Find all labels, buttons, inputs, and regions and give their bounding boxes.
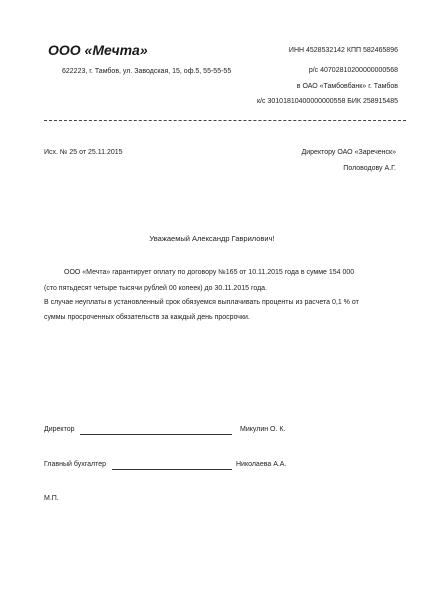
paragraph-1-line-2: (сто пятьдесят четыре тысячи рублей 00 копеек) до 30.11.2015 года.: [44, 285, 267, 292]
salutation: Уважаемый Александр Гаврилович!: [149, 234, 275, 243]
accountant-name: Николаева А.А.: [236, 461, 287, 468]
inn-kpp: ИНН 4528532142 КПП 582465896: [288, 47, 398, 54]
bank-account: р/с 40702810200000000568: [308, 67, 398, 74]
addressee-name: Половодову А.Г.: [343, 165, 396, 172]
director-signature-line: [80, 434, 232, 435]
paragraph-2-line-1: В случае неуплаты в установленный срок обязуемся выплачивать проценты из расчета 0,1 % от: [44, 299, 359, 306]
director-name: Микулин О. К.: [240, 426, 286, 433]
stamp-place: М.П.: [44, 495, 59, 502]
accountant-signature-line: [112, 469, 232, 470]
director-label: Директор: [44, 426, 75, 433]
corr-account-bik: к/с 30101810400000000558 БИК 258915485: [257, 98, 398, 105]
paragraph-2-line-2: суммы просроченных обязательств за каждый день просрочки.: [44, 314, 250, 321]
addressee-title: Директору ОАО «Зареченск»: [301, 149, 396, 156]
bank-name: в ОАО «Тамбовбанк» г. Тамбов: [296, 83, 398, 90]
accountant-label: Главный бухгалтер: [44, 461, 106, 468]
paragraph-1-line-1: ООО «Мечта» гарантирует оплату по договору №165 от 10.11.2015 года в сумме 154 000: [64, 269, 355, 276]
header-divider: [44, 120, 406, 121]
company-name: ООО «Мечта»: [48, 42, 148, 58]
outgoing-number: Исх. № 25 от 25.11.2015: [44, 149, 123, 156]
company-address: 622223, г. Тамбов, ул. Заводская, 15, оф.5, 55-55-55: [62, 68, 232, 75]
